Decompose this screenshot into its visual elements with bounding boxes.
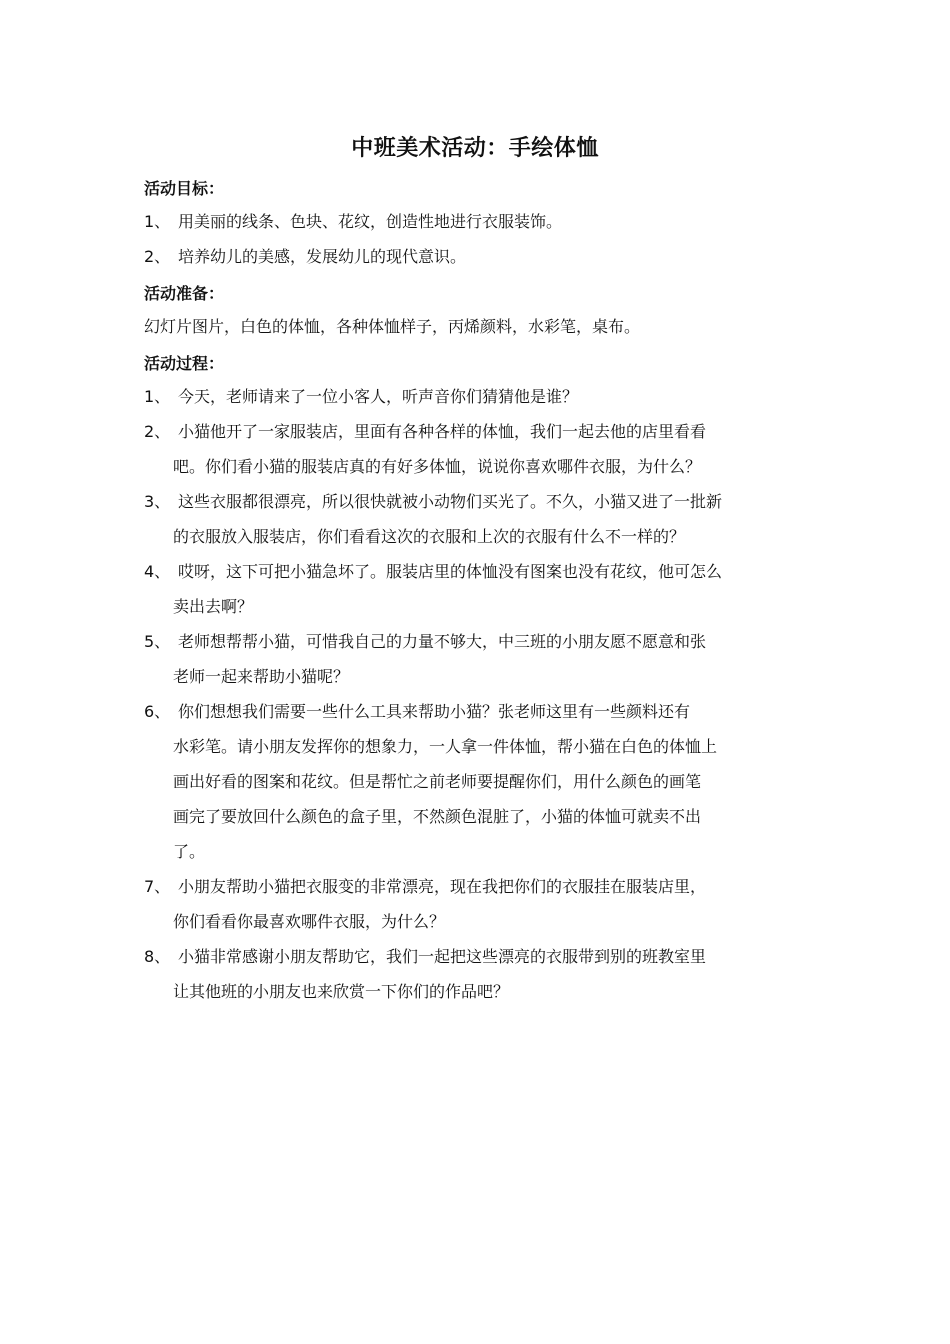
process-item-first-line [144,414,814,449]
process-item-first-line [144,939,814,974]
process-text-line: 吧。你们看小猫的服装店真的有好多体恤，说说你喜欢哪件衣服，为什么？ [173,457,702,476]
process-number: 6、 [144,702,171,721]
goal-item [144,204,814,239]
process-text-line: 你们看看你最喜欢哪件衣服，为什么？ [173,912,446,931]
process-item-first-line [144,869,814,904]
process-text-line: 这些衣服都很漂亮，所以很快就被小动物们买光了。不久，小猫又进了一批新 [178,492,723,511]
process-item [144,624,814,694]
process-item-continuation [144,449,814,484]
goal-text: 用美丽的线条、色块、花纹，创造性地进行衣服装饰。 [178,212,563,231]
process-item-first-line [144,379,814,414]
process-text-line: 你们想想我们需要一些什么工具来帮助小猫？张老师这里有一些颜料还有 [178,702,691,721]
process-item [144,869,814,939]
process-list [144,379,814,1009]
process-number: 5、 [144,632,171,651]
process-item-first-line [144,624,814,659]
process-text-line: 画完了要放回什么颜色的盒子里，不然颜色混脏了，小猫的体恤可就卖不出 [173,807,702,826]
process-text-line: 画出好看的图案和花纹。但是帮忙之前老师要提醒你们，用什么颜色的画笔 [173,772,702,791]
process-item [144,379,814,414]
process-item-first-line [144,554,814,589]
process-heading: 活动过程： [144,354,225,373]
process-text-line: 老师想帮帮小猫，可惜我自己的力量不够大，中三班的小朋友愿不愿意和张 [178,632,707,651]
process-text-line: 了。 [173,842,206,861]
process-item-first-line [144,694,814,729]
goal-number: 2、 [144,247,171,266]
process-text-line: 的衣服放入服装店，你们看看这次的衣服和上次的衣服有什么不一样的？ [173,527,686,546]
goals-heading: 活动目标： [144,179,225,198]
process-text-line: 水彩笔。请小朋友发挥你的想象力，一人拿一件体恤，帮小猫在白色的体恤上 [173,737,718,756]
process-item [144,554,814,624]
process-number: 3、 [144,492,171,511]
preparation-heading: 活动准备： [144,284,225,303]
process-text-line: 让其他班的小朋友也来欣赏一下你们的作品吧？ [173,982,510,1001]
process-number: 4、 [144,562,171,581]
process-number: 8、 [144,947,171,966]
document-body [144,174,814,1009]
process-number: 2、 [144,422,171,441]
page-title: 中班美术活动：手绘体恤 [351,136,599,161]
process-item-continuation [144,519,814,554]
goal-text: 培养幼儿的美感，发展幼儿的现代意识。 [178,247,467,266]
process-item-continuation [144,659,814,694]
process-item [144,414,814,484]
process-item [144,484,814,554]
process-item [144,694,814,869]
process-number: 1、 [144,387,171,406]
process-item [144,939,814,1009]
process-item-continuation [144,589,814,624]
goal-item [144,239,814,274]
process-text-line: 今天，老师请来了一位小客人，听声音你们猜猜他是谁？ [178,387,579,406]
process-item-continuation [144,904,814,939]
goal-number: 1、 [144,212,171,231]
process-text-line: 卖出去啊？ [173,597,254,616]
process-text-line: 哎呀，这下可把小猫急坏了。服装店里的体恤没有图案也没有花纹，他可怎么 [178,562,723,581]
process-item-first-line [144,484,814,519]
process-text-line: 小猫非常感谢小朋友帮助它，我们一起把这些漂亮的衣服带到别的班教室里 [178,947,707,966]
process-text-line: 小朋友帮助小猫把衣服变的非常漂亮，现在我把你们的衣服挂在服装店里， [178,877,707,896]
process-text-line: 老师一起来帮助小猫呢？ [173,667,350,686]
preparation-text: 幻灯片图片，白色的体恤，各种体恤样子，丙烯颜料，水彩笔，桌布。 [144,317,641,336]
process-text-line: 小猫他开了一家服装店，里面有各种各样的体恤，我们一起去他的店里看看 [178,422,707,441]
process-item-continuation [144,729,814,869]
process-number: 7、 [144,877,171,896]
process-item-continuation [144,974,814,1009]
